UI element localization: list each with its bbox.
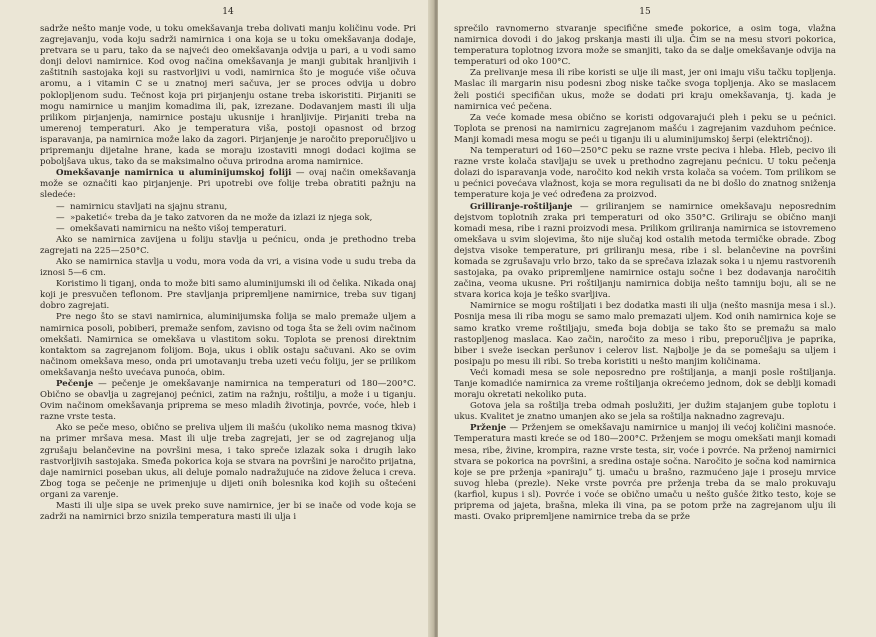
paragraph-text: Za veće komade mesa obično se koristi odgovarajući pleh i peku se u pećnici. Toplota se prenosi na namirnicu zagrejanom mašću i zagrejanim vazduhom pećnice. Manji komadi mesa mogu se peći u tiganju ili u aluminijumskoj šerpi (električnoj).: [454, 112, 836, 145]
list-dash: —: [56, 201, 65, 212]
paragraph: [454, 146, 836, 201]
paragraph: [454, 423, 836, 523]
section-heading: Omekšavanje namirnica u aluminijumskoj foliji: [56, 168, 292, 179]
left-page: [0, 0, 434, 637]
paragraph-text: Ako se namirnica zavijena u foliju stavlja u pećnicu, onda je prethodno treba zagrejati na 225—250°C.: [40, 234, 416, 256]
list-dash: —: [56, 212, 65, 223]
page-text: [40, 24, 416, 523]
paragraph-text: — griliranjem se namirnice omekšavaju neposrednim dejstvom toplotnih zraka pri temperaturi od oko 350°C. Griliraju se obično manji komadi mesa, ribe i razni proizvodi mesa. Prilikom griliranja namirnica se istovremeno omekšava u svim slojevima, što nije slučaj kod ostalih metoda termičke obrade. Zbog dejstva visoke temperature, pri griliranju mesa, ribe i sl. belančevine na površini komada se zgrušavaju vrlo brzo, tako da se sprečava izlazak soka i u njemu rastvorenih sastojaka, pa ovako pripremljene namirnice ostaju sočne i bez dodavanja naročitih začina, veoma ukusne. Pri roštiljanju namirnica dobija nešto tamniju boju, ali se ne stvara korica koja je teško svarljiva.: [454, 201, 836, 301]
paragraph-text: sadrže nešto manje vode, u toku omekšavanja treba dolivati manju količinu vode. Pri zagrejavanju, voda koju sadrži namirnica i ona koja se u toku omekšavanja dodaje, pretvara se u paru, tako da se najveći deo omekšavanja odvija u pari, a u vodi samo donji delovi namirnice. Kod ovog načina omekšavanja je manji gubitak hranljivih i zaštitnih sastojaka koji su rastvorljivi u vodi, namirnica što je moguće više očuva aromu, a i vitamin C se u znatnoj meri sačuva, jer se proces odvija u dobro poklopljenom sudu. Tečnost koja pri pirjanjenju ostane treba iskoristiti. Pirjaniti se mogu namirnice u manjim komadima ili, pak, izrezane. Dodavanjem masti ili ulja prilikom pirjanjenja, namirnice postaju ukusnije i hranljivije. Pirjaniti treba na umerenoj temperaturi. Ako je temperatura viša, postoji opasnost od brzog isparavanja, pa namirnica može lako da zagori. Pirjanjenje je naročito preporučljivo u pripremanju dijetalne hrane, kada se moraju izostaviti mnogi dodaci kojima se poboljšava ukus, tako da se maksimalno očuva prirodna aroma namirnice.: [40, 24, 416, 168]
paragraph: [40, 235, 416, 257]
paragraph-text: Namirnice se mogu roštiljati i bez dodatka masti ili ulja (nešto masnija mesa i sl.). Posnija mesa ili riba mogu se samo malo premazati uljem. Kod onih namirnica koje se samo kratko vreme roštiljaju, smeđa boja dobija se tako što se premažu sa malo rastopljenog maslaca. Kao začin, naročito za meso i ribu, preporučljiva je paprika, biber i sveže iseckan peršunov i celerov list. Najbolje je da se pomešaju sa uljem i posipaju po mesu ili ribi. So treba koristiti u nešto manjim količinama.: [454, 301, 836, 367]
paragraph-text: Pre nego što se stavi namirnica, aluminijumska folija se malo premaže uljem a namirnica posoli, pobiberi, premaže senfom, zavisno od toga šta se želi ovim načinom omekšati. Namirnica se omekšava u vlastitom soku. Toplota se prenosi direktnim kontaktom sa zagrejanom folijom. Boja, ukus i oblik ostaju sačuvani. Ako se ovim načinom omekšava meso, onda pri umotavanju treba uzeti veću foliju, jer se prilikom omekšavanja nešto uvećava punoća, obim.: [40, 312, 416, 378]
paragraph: [454, 301, 836, 368]
section-heading: Prženje: [470, 423, 507, 434]
paragraph-text: Na temperaturi od 160—250°C peku se razne vrste peciva i hleba. Hleb, pecivo ili razne vrste kolača stavljaju se uvek u prethodno zagrejanu pećnicu. U toku pečenja dolazi do isparavanja vode, naročito kod nekih vrsta kolača sa voćem. Tom prilikom se u pećnici povećava vlažnost, koja se mora regulisati da ne bi došlo do znatnog sniženja temperature koja je već određena za proizvod.: [454, 146, 836, 201]
paragraph: [454, 113, 836, 146]
list-item: [56, 224, 416, 235]
paragraph-text: Masti ili ulje sipa se uvek preko suve namirnice, jer bi se inače od vode koja se zadrži na namirnici brzo snizila temperatura masti ili ulja i: [40, 501, 416, 523]
paragraph-text: Koristimo li tiganj, onda to može biti samo aluminijumski ili od čelika. Nikada onaj koji je presvučen teflonom. Pre stavljanja pripremljene namirnice, treba suv tiganj dobro zagrejati.: [40, 279, 416, 312]
section-heading: Grilliranje-roštiljanje: [470, 201, 573, 212]
list-item-text: omekšavati namirnicu na nešto višoj temperaturi.: [70, 223, 287, 234]
paragraph: [40, 168, 416, 201]
list-item: [56, 213, 416, 224]
paragraph-text: Veći komadi mesa se sole neposredno pre roštiljanja, a manji posle roštiljanja. Tanje komadiće namirnica za vreme roštiljanja okrećemo jednom, dok se deblji komadi moraju okretati nekoliko puta.: [454, 367, 836, 401]
paragraph: [454, 24, 836, 68]
list-item-text: namirnicu stavljati na sjajnu stranu,: [70, 201, 228, 212]
paragraph: [40, 312, 416, 379]
paragraph-text: Za prelivanje mesa ili ribe koristi se ulje ili mast, jer oni imaju višu tačku topljenja. Maslac ili margarin nisu podesni zbog niske tačke svoga topljenja. Ako se maslacem želi postići specifičan ukus, može se dodati pri kraju omekšavanja, tj. kada je namirnica već pečena.: [454, 68, 836, 112]
paragraph: [40, 379, 416, 423]
paragraph: [40, 501, 416, 523]
paragraph-text: Gotova jela sa roštilja treba odmah poslužiti, jer dužim stajanjem gube toplotu i ukus. Kvalitet je znatno umanjen ako se jela sa roštilja naknadno zagrevaju.: [454, 401, 836, 423]
paragraph: [454, 401, 836, 423]
list-dash: —: [56, 223, 65, 234]
list-item-text: »paketić« treba da je tako zatvoren da ne može da izlazi iz njega sok,: [70, 212, 373, 223]
paragraph: [454, 68, 836, 112]
paragraph: [40, 279, 416, 312]
paragraph-text: Ako se namirnica stavlja u vodu, mora voda da vri, a visina vode u sudu treba da iznosi 5—6 cm.: [40, 256, 416, 279]
paragraph-text: — Prženjem se omekšavaju namirnice u manjoj ili većoj količini masnoće. Temperatura masti kreće se od 180—200°C. Prženjem se mogu omekšati manji komadi mesa, ribe, živine, krompira, razne vrste testa, sir, voće i povrće. Na prženoj namirnici stvara se pokorica na površini, a sredina ostaje sočna. Naročito je sočna kod namirnica koje se pre prženja »panirajuˮ tj. umaču u brašno, razmućeno jaje i proseju mrvice suvog hleba (prezle). Neke vrste povrća pre prženja treba da se malo prokuvaju (karfiol, kupus i sl). Povrće i voće se obično umaču u nešto gušće žitko testo, koje se priprema od jajeta, brašna, mleka ili vina, pa se potom prže na zagrejanom ulju ili masti. Ovako pripremljene namirnice treba da se prže: [454, 423, 836, 523]
paragraph-text: Ako se peče meso, obično se preliva uljem ili mašću (ukoliko nema masnog tkiva) na primer mršava mesa. Mast ili ulje treba zagrejati, jer se od zagrejanog ulja zgrušaju belančevine na površini mesa, i tako spreče izlazak soka i drugih lako rastvorljivih sastojaka. Smeđa pokorica koja se stvara na površini je naročito prijatna, daje namirnici poseban ukus, ali deluje pomalo nadražujuće na zidove želuca i creva. Zbog toga se pečenje ne primenjuje u dijeti onih bolesnika kod kojih su oštećeni organi za varenje.: [40, 423, 416, 500]
list-item: [56, 202, 416, 213]
paragraph: [40, 257, 416, 279]
page-number: 15: [639, 7, 651, 17]
page-text: [454, 24, 836, 523]
paragraph-text: sprečilo ravnomerno stvaranje specifične smeđe pokorice, a osim toga, vlažna namirnica dovodi i do jakog prskanja masti ili ulja. Čim se na mesu stvori pokorica, temperatura toplotnog izvora može se smanjiti, tako da se dalje omekšavanje odvija na temperaturi od oko 100°C.: [454, 24, 836, 68]
paragraph: [454, 202, 836, 302]
paragraph: [40, 24, 416, 168]
paragraph-text: — pečenje je omekšavanje namirnica na temperaturi od 180—200°C. Obično se obavlja u zagrejanoj pećnici, zatim na ražnju, roštilju, a može i u tiganju. Ovim načinom omekšavanja priprema se meso mladih životinja, povrće, voće, hleb i razne vrste testa.: [40, 379, 416, 423]
bullet-list: [40, 202, 416, 235]
paragraph-text: — ovaj način omekšavanja može se označiti kao pirjanjenje. Pri upotrebi ove folije treba obratiti pažnju na sledeće:: [40, 168, 416, 201]
page-number: 14: [222, 7, 234, 17]
right-page: [438, 0, 876, 637]
paragraph: [40, 423, 416, 501]
section-heading: Pečenje: [56, 379, 94, 389]
paragraph: [454, 368, 836, 401]
